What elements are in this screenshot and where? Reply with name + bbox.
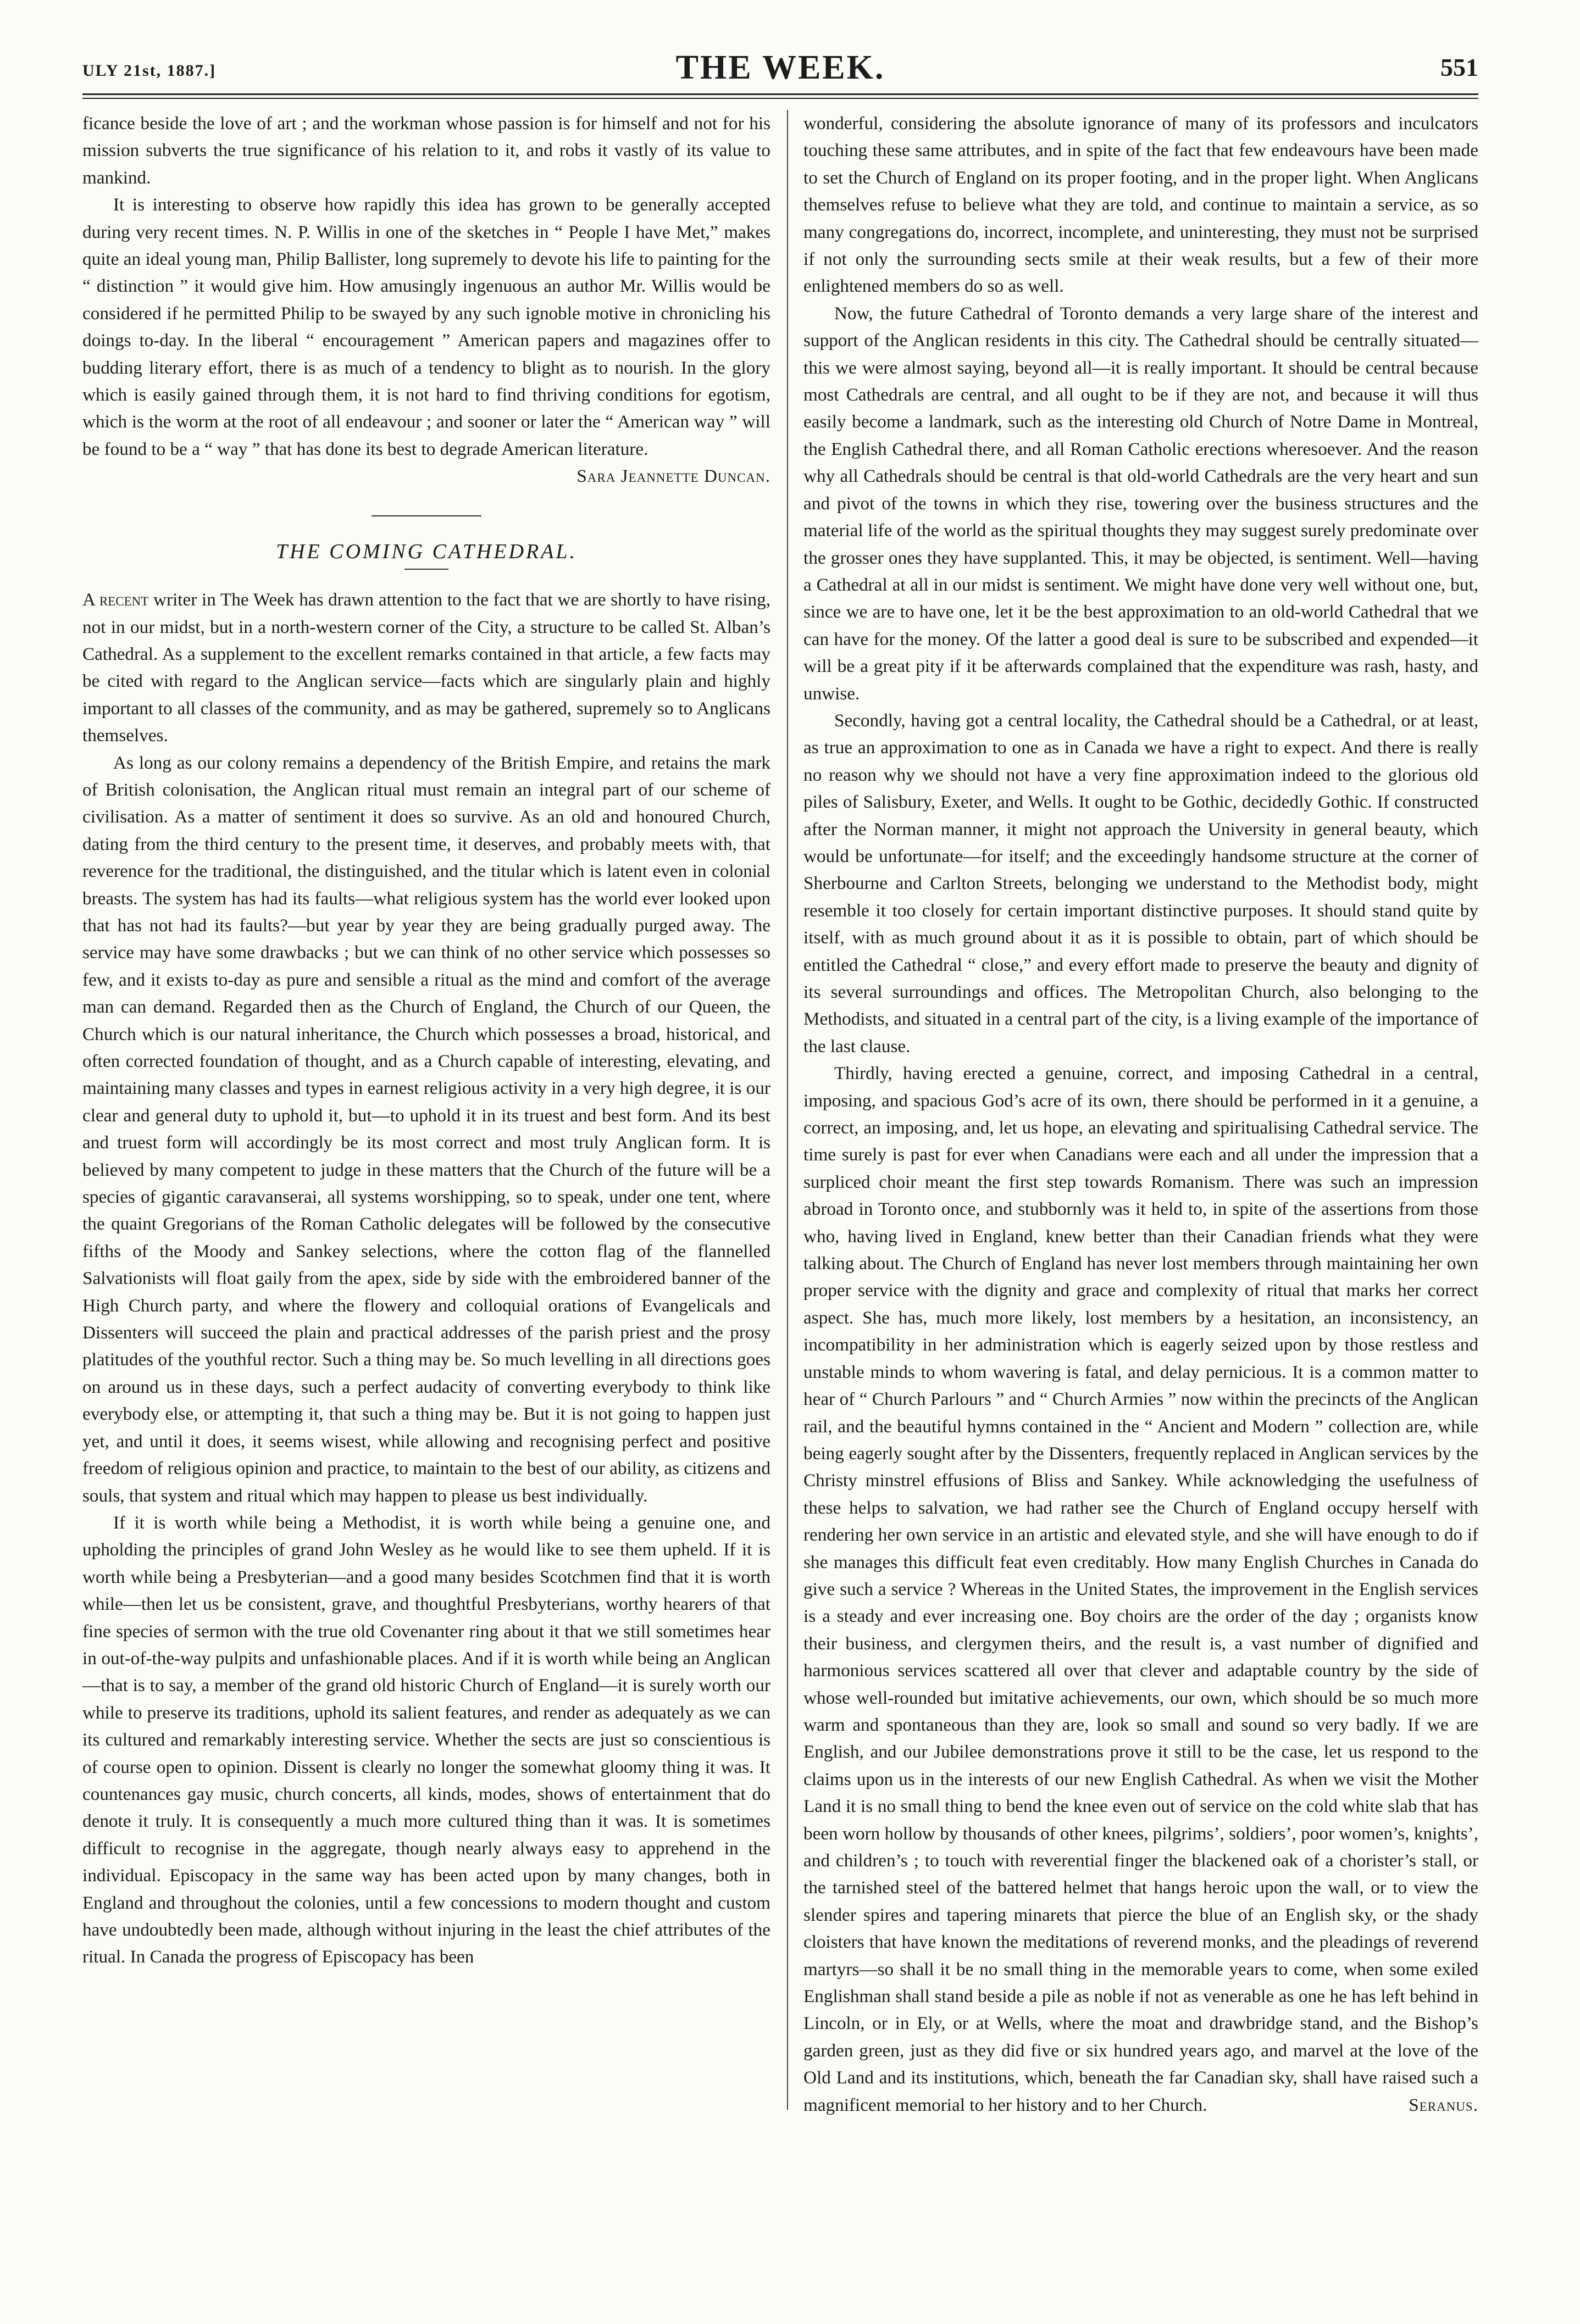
paragraph: wonderful, considering the absolute ignorance of many of its professors and inculcators touching these same attributes, and in spite of the fact that few endeavours have been made to set the Church of England on its proper footing, and in the proper light. When Anglicans themselves refuse to believe what they are told, and continue to maintain a service, as so many congregations do, incorrect, incomplete, and uninteresting, they must not be surprised if not only the surrounding sects smile at their weak results, but a few of their more enlightened members do so as well.: [803, 113, 1478, 297]
section-separator: [372, 515, 481, 516]
issue-date: ULY 21st, 1887.]: [82, 62, 217, 80]
page-header: [82, 48, 1478, 92]
column-divider: [787, 110, 788, 2110]
paragraph: If it is worth while being a Methodist, it is worth while being a genuine one, and upholding the principles of grand John Wesley as he would like to see them upheld. If it is worth while being a Presbyterian—and a good many besides Scotchmen find that it is worth while—then let us be consistent, grave, and thoughtful Presbyterians, worthy hearers of that fine species of sermon with the true old Covenanter ring about it that we still sometimes hear in out-of-the-way pulpits and unfashionable places. And if it is worth while being an Anglican—that is to say, a member of the grand old historic Church of England—it is surely worth our while to preserve its traditions, uphold its salient features, and render as adequately as we can its cultured and remarkably interesting service. Whether the sects are just so conscientious is of course open to opinion. Dissent is clearly no longer the somewhat gloomy thing it was. It countenances gay music, church concerts, all kinds, modes, shows of entertainment that do denote it truly. It is consequently a much more cultured thing than it was. It is sometimes difficult to recognise in the aggregate, though nearly always easy to apprehend in the individual. Episcopacy in the same way has been acted upon by many changes, both in England and throughout the colonies, until a few concessions to modern thought and custom have undoubtedly been made, although without injuring in the least the chief attributes of the ritual. In Canada the progress of Episcopacy has been: [82, 1512, 770, 1967]
header-rule: [82, 93, 1478, 95]
paragraph: Secondly, having got a central locality, the Cathedral should be a Cathedral, or at least, as true an approximation to one as in Canada we have a right to expect. And there is really no reason why we should not have a very fine approximation indeed to the glorious old piles of Salisbury, Exeter, and Wells. It ought to be Gothic, decidedly Gothic. If constructed after the Norman manner, it might not approach the University in general beauty, which would be unfortunate—for itself; and the exceedingly handsome structure at the corner of Sherbourne and Carlton Streets, belonging we understand to the Methodist body, might resemble it too closely for certain important distinctive purposes. It should stand quite by itself, with as much ground about it as it is possible to obtain, part of which should be entitled the Cathedral “ close,” and every effort made to preserve the beauty and dignity of its several surroundings and offices. The Metropolitan Church, also belonging to the Methodists, and situated in a central part of the city, is a living example of the importance of the last clause.: [803, 710, 1478, 1057]
paragraph: It is interesting to observe how rapidly this idea has grown to be generally accepted during very recent times. N. P. Willis in one of the sketches in “ People I have Met,” makes quite an ideal young man, Philip Ballister, long supremely to devote his life to painting for the “ distinction ” it would give him. How amusingly ingenuous an author Mr. Willis would be considered if he permitted Philip to be swayed by any such ignoble motive in chronicling his doings to-day. In the liberal “ encouragement ” American papers and magazines offer to budding literary effort, there is as much of a tendency to blight as to nourish. In the glory which is easily gained through them, it is not hard to find thriving conditions for egotism, which is the worm at the root of all endeavour ; and sooner or later the “ American way ” will be found to be a “ way ” that has done its best to degrade American literature.: [82, 194, 770, 459]
paragraph-text: writer in The Week has drawn attention to the fact that we are shortly to have rising, not in our midst, but in a north-western corner of the City, a structure to be called St. Alban’s Cathedral. As a supplement to the excellent remarks contained in that article, a few facts may be cited with regard to the Anglican service—facts which are singularly plain and highly important to all classes of the community, and as may be gathered, supremely so to Anglicans themselves.: [82, 590, 770, 746]
paragraph: ficance beside the love of art ; and the workman whose passion is for himself and not for his mission subverts the true significance of his relation to it, and robs it vastly of its value to mankind.: [82, 113, 770, 188]
left-column: [82, 110, 770, 1971]
right-column: [803, 110, 1478, 2119]
article-title: THE COMING CATHEDRAL.: [275, 540, 578, 563]
paragraph: [82, 586, 770, 749]
author-signature: Sara Jeannette Duncan.: [576, 466, 770, 487]
header-rule-secondary: [82, 98, 1478, 99]
lead-words: A recent: [82, 590, 149, 610]
paragraph-text: Thirdly, having erected a genuine, correct, and imposing Cathedral in a central, imposing, and spacious God’s acre of its own, there should be performed in it a genuine, a correct, an imposing, and, let us hope, an elevating and spiritualising Cathedral service. The time surely is past for ever when Canadians were each and all under the impression that a surpliced choir meant the first step towards Romanism. There was such an impression abroad in Toronto once, and stubbornly was it held to, in spite of the assertions from those who, having lived in England, knew better than their Canadian friends what they were talking about. The Church of England has never lost members through maintaining her own proper service with the dignity and grace and complexity of ritual that marks her correct aspect. She has, much more likely, lost members by a hesitation, an inconsistency, an incompatibility in her administration which is eagerly seized upon by those restless and unstable minds to whom wavering is fatal, and delay pernicious. It is a common matter to hear of “ Church Parlours ” and “ Church Armies ” now within the precincts of the Anglican rail, and the beautiful hymns contained in the “ Ancient and Modern ” collection are, while being eagerly sought after by the Dissenters, frequently replaced in Anglican services by the Christy minstrel effusions of Bliss and Sankey. While acknowledging the usefulness of these helps to salvation, we had rather see the Church of England occupy herself with rendering her own service in an artistic and elevated style, and she will have enough to do if she manages this difficult feat even creditably. How many English Churches in Canada do give such a service ? Whereas in the United States, the improvement in the English services is a steady and ever increasing one. Boy choirs are the order of the day ; organists know their business, and clergymen theirs, and the result is, a vast number of dignified and harmonious services scattered all over that clever and adaptable country by the side of whose well-rounded but imitative achievements, our own, which should be so much more warm and spontaneous than they are, look so small and sound so very badly. If we are English, and our Jubilee demonstrations prove it still to be the case, let us respond to the claims upon us in the interests of our new English Cathedral. As when we visit the Mother Land it is no small thing to bend the knee even out of service on the cold white slab that has been worn hollow by thousands of other knees, pilgrims’, soldiers’, poor women’s, knights’, and children’s ; to touch with reverential finger the blackened oak of a chorister’s stall, or the tarnished steel of the battered helmet that hangs heroic upon the wall, or to view the slender spires and tapering minarets that pierce the blue of an English sky, or the shady cloisters that have known the meditations of reverend monks, and the pleadings of reverend martyrs—so shall it be no small thing in the memorable years to come, when some exiled Englishman shall stand beside a pile as noble if not as venerable as one he has left behind in Lincoln, or in Ely, or at Wells, where the moat and drawbridge stand, and the Bishop’s garden green, just as they did five or six hundred years ago, and marvel at the love of the Old Land and its institutions, which, beneath the far Canadian sky, shall have raised such a magnificent memorial to her history and to her Church.: [803, 1063, 1478, 2115]
paragraph: [803, 1060, 1478, 2119]
author-signature: Seranus.: [1409, 2094, 1478, 2115]
paragraph: As long as our colony remains a dependency of the British Empire, and retains the mark of British colonisation, the Anglican ritual must remain an integral part of our scheme of civilisation. As a matter of sentiment it does so survive. As an old and honoured Church, dating from the third century to the present time, it deserves, and probably meets with, that reverence for the traditional, the distinguished, and the titular which is latent even in colonial breasts. The system has had its faults—what religious system has the world ever looked upon that has not had its faults?—but year by year they are being gradually purged away. The service may have some drawbacks ; but we can think of no other service which possesses so few, and it exists to-day as pure and sensible a ritual as the mind and comfort of the average man can demand. Regarded then as the Church of England, the Church of our Queen, the Church which is our natural inheritance, the Church which possesses a broad, historical, and often corrected foundation of thought, and as a Church capable of interesting, elevating, and maintaining many classes and types in earnest religious activity in a very high degree, it is our clear and general duty to uphold it, but—to uphold it in its truest and best form. And its best and truest form will accordingly be its most correct and most truly Anglican form. It is believed by many competent to judge in these matters that the Church of the future will be a species of gigantic caravanserai, all systems worshipping, so to speak, under one tent, where the quaint Gregorians of the Roman Catholic delegates will be followed by the consecutive fifths of the Moody and Sankey selections, where the cotton flag of the flannelled Salvationists will float gaily from the apex, side by side with the embroidered banner of the High Church party, and where the flowery and colloquial orations of Evangelicals and Dissenters will succeed the plain and practical addresses of the parish priest and the prosy platitudes of the youthful rector. Such a thing may be. So much levelling in all directions goes on around us in these days, such a perfect audacity of converting everybody to think like everybody else, or attempting it, that such a thing may be. But it is not going to happen just yet, and until it does, it seems wisest, while allowing and recognising perfect and positive freedom of religious opinion and practice, to maintain to the best of our ability, as citizens and souls, that system and ritual which may happen to please us best individually.: [82, 752, 770, 1506]
title-rule: [404, 569, 448, 570]
masthead-title: THE WEEK.: [675, 49, 885, 86]
page-number: 551: [1440, 53, 1478, 81]
paragraph: Now, the future Cathedral of Toronto demands a very large share of the interest and support of the Anglican residents in this city. The Cathedral should be centrally situated—this we were almost saying, beyond all—it is really important. It should be central because most Cathedrals are central, and all ought to be if they are not, and because it will thus easily become a landmark, such as the interesting old Church of Notre Dame in Montreal, the English Cathedral there, and all Roman Catholic erections wheresoever. And the reason why all Cathedrals should be central is that old-world Cathedrals are the very heart and sun and pivot of the towns in which they rise, towering over the business structures and the material life of the world as the spiritual thoughts they may suggest surely predominate over the grosser ones they have supplanted. This, it may be objected, is sentiment. Well—having a Cathedral at all in our midst is sentiment. We might have done very well without one, but, since we are to have one, let it be the best approximation to an old-world Cathedral that we can have for the money. Of the latter a good deal is sure to be subscribed and expended—it will be a great pity if it be afterwards complained that the expenditure was rash, hasty, and unwise.: [803, 303, 1478, 704]
